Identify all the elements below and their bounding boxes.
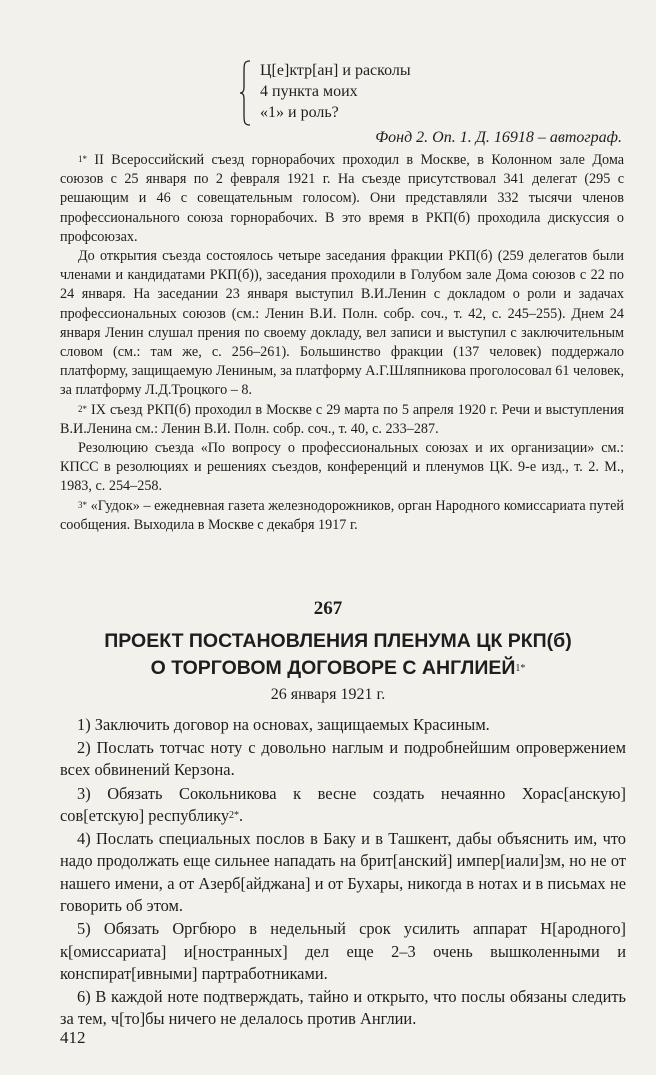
footnote-paragraph (60, 439, 624, 497)
footnote-paragraph (60, 497, 624, 535)
document-title (40, 628, 636, 682)
body-paragraph (60, 783, 626, 828)
footnote-paragraph (60, 247, 624, 401)
footnote-paragraph (60, 401, 624, 439)
title-line-text: О ТОРГОВОМ ДОГОВОРЕ С АНГЛИЕЙ (150, 657, 516, 679)
body-paragraph: 1) Заключить договор на основах, защищаемых Красиным. (77, 715, 490, 734)
title-footnote-marker: 1* (515, 663, 526, 674)
footnote-text: II Всероссийский съезд горнорабочих проходил в Москве, в Колонном зале Дома союзов с 25 января по 2 февраля 1921 г. На съезде присутствовал 341 делегат (295 с решающим и 46 с совещательным голосом). Они представляли 332 тысячи членов профессионального союза горнорабочих. В это время в РКП(б) проходила дискуссия о профсоюзах. (60, 152, 624, 245)
body-paragraph: 6) В каждой ноте подтверждать, тайно и открыто, что послы обязаны следить за тем, ч[то]бы ничего не делалось против Англии. (60, 987, 626, 1029)
title-line (40, 655, 636, 682)
title-line: ПРОЕКТ ПОСТАНОВЛЕНИЯ ПЛЕНУМА ЦК РКП(б) (104, 630, 572, 652)
footnote-marker: 2* (78, 403, 87, 414)
footnote-text: Резолюцию съезда «По вопросу о профессиональных союзах и их организации» см.: КПСС в резолюциях и решениях съездов, конференций и пленумов ЦК. 9-е изд., т. 2. М., 1983, с. 254–258. (60, 440, 624, 495)
archive-source-note: Фонд 2. Оп. 1. Д. 16918 – автограф. (375, 129, 622, 146)
footnote-marker: 1* (78, 154, 87, 164)
body-paragraph: 2) Послать тотчас ноту с довольно наглым и подробнейшим опровержением всех обвинений Керзона. (60, 738, 626, 780)
brace-list (238, 60, 498, 126)
body-paragraph-tail: . (239, 805, 244, 825)
brace-line: Ц[е]ктр[ан] и расколы (260, 62, 411, 79)
footnote-text: До открытия съезда состоялось четыре заседания фракции РКП(б) (259 делегатов были членами и кандидатами РКП(б)), заседания проходили в Голубом зале Дома союзов с 22 по 24 января. На заседании 23 января выступил В.И.Ленин с докладом о роли и задачах профессиональных союзов (см.: Ленин В.И. Полн. собр. соч., т. 42, с. 245–255). Днем 24 января Ленин слушал прения по своему докладу, вел записи и выступил с заключительным словом (см.: там же, с. 256–261). Большинство фракции (137 человек) поддержало платформу, защищаемую Лениным, за платформу А.Г.Шляпникова проголосовал 61 человек, за платформу Л.Д.Троцкого – 8. (60, 248, 624, 399)
body-paragraph: 4) Послать специальных послов в Баку и в Ташкент, дабы объяснить им, что надо продолжать еще сильнее нападать на брит[анский] импер[иали]зм, но не от нашего имени, а от Азерб[айджана] и от Бухары, никогда в нотах и в письмах не говорить об этом. (60, 829, 626, 916)
page-number: 412 (60, 1028, 86, 1047)
body-footnote-marker: 2* (229, 809, 240, 821)
body-paragraph-text: 3) Обязать Сокольникова к весне создать нечаянно Хорас[анскую] сов[етскую] республику (60, 783, 626, 825)
footnote-text: IX съезд РКП(б) проходил в Москве с 29 марта по 5 апреля 1920 г. Речи и выступления В.И.Ленина см.: Ленин В.И. Полн. собр. соч., т. 40, с. 233–287. (60, 401, 624, 437)
document-date: 26 января 1921 г. (270, 686, 386, 703)
curly-brace-icon (238, 60, 252, 126)
document-number: 267 (313, 598, 343, 619)
footnote-text: «Гудок» – ежедневная газета железнодорожников, орган Народного комиссариата путей сообщения. Выходила в Москве с декабря 1917 г. (60, 497, 624, 533)
footnote-paragraph (60, 151, 624, 247)
body-paragraph: 5) Обязать Оргбюро в недельный срок усилить аппарат Н[ародного] к[омиссариата] и[ностранных] дел еще 2–3 очень вышколенными и конспират[ивными] партработниками. (60, 919, 626, 983)
footnote-marker: 3* (78, 499, 87, 510)
document-body (60, 714, 626, 1032)
footnotes (60, 151, 624, 535)
brace-line: 4 пункта моих (260, 83, 358, 100)
brace-line: «1» и роль? (260, 104, 339, 121)
